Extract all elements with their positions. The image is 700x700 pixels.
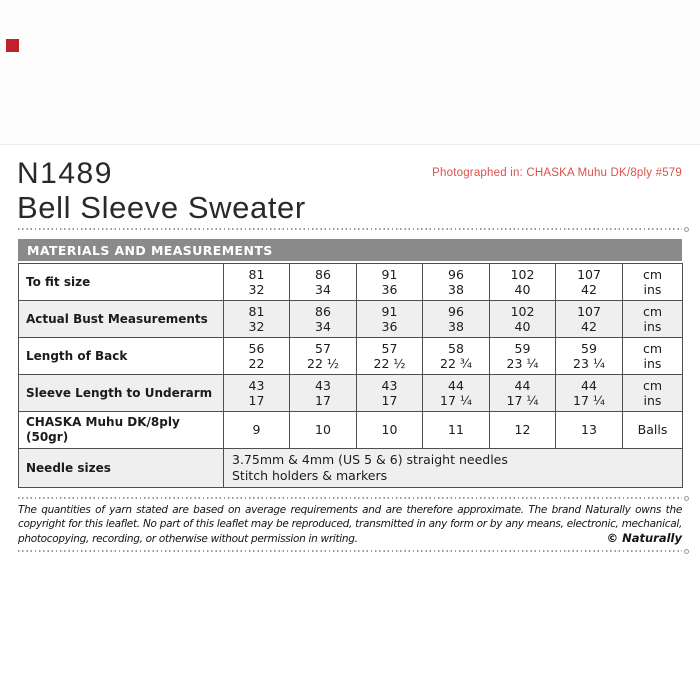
value-ins: 38 [448,282,464,297]
value-cm: 107 [577,266,601,282]
value-ins: 42 [581,319,597,334]
size-cell [490,338,556,375]
value-ins: 34 [315,319,331,334]
value-cm: 102 [510,266,535,282]
yarn-name: CHASKA Muhu DK/8ply [26,415,180,429]
value-cm: 43 [248,377,265,393]
needle-sizes-line1: 3.75mm & 4mm (US 5 & 6) straight needles [232,452,508,467]
value-ins: 36 [381,282,398,297]
materials-measurements-table [18,263,683,488]
value-cm: 102 [510,303,535,319]
unit-ins: ins [643,356,662,371]
balls-cell: 10 [290,412,357,449]
value-cm: 91 [381,266,398,282]
size-cell [224,375,290,412]
value-ins: 36 [381,319,398,334]
value-ins: 34 [315,282,331,297]
table-row-yarn-balls [19,412,683,449]
size-cell [423,375,490,412]
size-cell [224,301,290,338]
top-header-area [0,0,700,145]
size-cell [357,375,423,412]
value-cm: 57 [315,340,331,356]
value-cm: 57 [381,340,398,356]
value-cm: 44 [514,377,531,393]
page-title: Bell Sleeve Sweater [17,190,306,225]
size-cell [357,264,423,301]
value-cm: 59 [581,340,597,356]
table-row-length-of-back [19,338,683,375]
size-cell [490,264,556,301]
unit-cm: cm [642,377,663,393]
value-ins: 17 [248,393,265,408]
unit-cell [623,338,683,375]
value-cm: 58 [448,340,464,356]
table-row-actual-bust [19,301,683,338]
balls-cell: 9 [224,412,290,449]
row-label: Needle sizes [19,449,224,488]
value-ins: 17 ¼ [440,393,472,408]
size-cell [423,338,490,375]
size-cell [490,375,556,412]
size-cell [290,375,357,412]
value-ins: 22 [248,356,265,371]
copyright-notice: © Naturally [606,531,682,545]
needle-sizes-cell [224,449,683,488]
unit-cell [623,264,683,301]
unit-cell [623,301,683,338]
value-ins: 23 ¼ [573,356,605,371]
balls-cell: 12 [490,412,556,449]
leaflet-code: N1489 [17,157,113,190]
value-ins: 17 [381,393,398,408]
value-ins: 40 [514,319,531,334]
value-ins: 22 ½ [373,356,406,371]
size-cell [556,338,623,375]
value-cm: 91 [381,303,398,319]
value-ins: 40 [514,282,531,297]
unit-cm: cm [642,340,663,356]
value-cm: 44 [448,377,464,393]
unit-cell: Balls [623,412,683,449]
value-ins: 32 [248,282,265,297]
value-ins: 22 ½ [307,356,339,371]
balls-cell: 11 [423,412,490,449]
value-cm: 81 [248,266,265,282]
size-cell [290,338,357,375]
value-cm: 96 [448,303,464,319]
value-cm: 81 [248,303,265,319]
value-ins: 17 ¼ [506,393,539,408]
table-row-to-fit-size [19,264,683,301]
yarn-weight: (50gr) [26,430,69,444]
unit-cell [623,375,683,412]
value-cm: 96 [448,266,464,282]
unit-ins: ins [643,282,662,297]
unit-cm: cm [642,266,663,282]
row-label: Sleeve Length to Underarm [19,375,224,412]
value-cm: 43 [315,377,331,393]
size-cell [423,264,490,301]
row-label: To fit size [19,264,224,301]
size-cell [423,301,490,338]
dotted-divider-top [18,228,682,230]
table-row-sleeve-length [19,375,683,412]
value-ins: 22 ¾ [440,356,472,371]
brand-red-square-icon [6,39,19,52]
value-ins: 32 [248,319,265,334]
table-header-bar: MATERIALS AND MEASUREMENTS [18,239,682,261]
disclaimer-text: The quantities of yarn stated are based on average requirements and are therefore approximate. The brand Naturally owns the copyright for this leaflet. No part of this leaflet may be reproduced, transmitted in any form or by any means, electronic, mechanical, photocopying, recording, or otherwise without permission in writing. [18,504,682,545]
value-cm: 86 [315,303,331,319]
size-cell [224,338,290,375]
balls-cell: 13 [556,412,623,449]
value-cm: 107 [577,303,601,319]
value-ins: 17 [315,393,331,408]
value-cm: 56 [248,340,265,356]
value-ins: 23 ¼ [506,356,539,371]
value-cm: 44 [581,377,597,393]
row-label: Length of Back [19,338,224,375]
unit-cm: cm [642,303,663,319]
size-cell [357,301,423,338]
size-cell [490,301,556,338]
value-cm: 86 [315,266,331,282]
size-cell [290,264,357,301]
size-cell [290,301,357,338]
size-cell [357,338,423,375]
size-cell [224,264,290,301]
dotted-divider-middle [18,497,682,499]
unit-ins: ins [643,393,662,408]
dotted-divider-bottom [18,550,682,552]
needle-sizes-line2: Stitch holders & markers [232,468,388,483]
photographed-in-credit: Photographed in: CHASKA Muhu DK/8ply #579 [432,167,682,179]
value-cm: 43 [381,377,398,393]
size-cell [556,264,623,301]
size-cell [556,375,623,412]
unit-ins: ins [643,319,662,334]
row-label: Actual Bust Measurements [19,301,224,338]
row-label [19,412,224,449]
value-ins: 42 [581,282,597,297]
table-row-needle-sizes [19,449,683,488]
size-cell [556,301,623,338]
balls-cell: 10 [357,412,423,449]
value-ins: 38 [448,319,464,334]
value-cm: 59 [514,340,531,356]
value-ins: 17 ¼ [573,393,605,408]
